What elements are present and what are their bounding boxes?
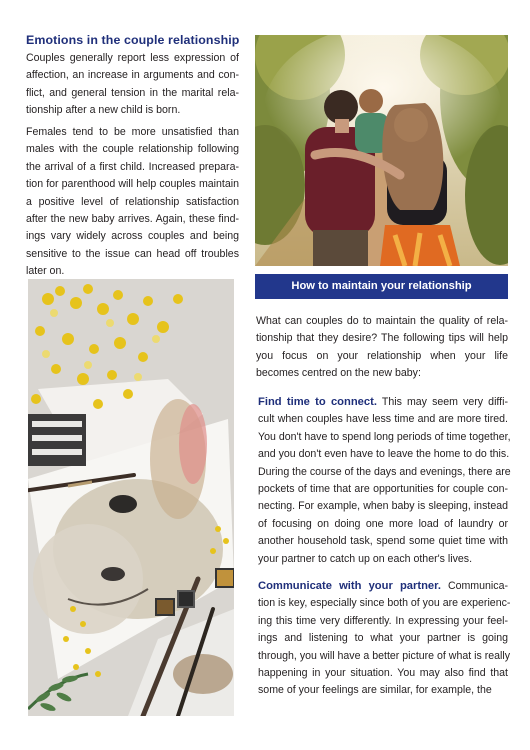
watercolor-painting-photo	[28, 279, 234, 716]
text-line: of focusing on doing one more load of laundry or	[258, 517, 508, 530]
text-line: and you don't even have to leave the home to do this.	[258, 448, 510, 461]
text-line: tionship after a new child is born.	[26, 104, 181, 117]
text-line: Couples generally report less expression of	[26, 52, 239, 64]
text-line: your partner to catch up on each other's lives.	[258, 552, 473, 565]
tip-text: This may seem very diffi-	[376, 396, 508, 408]
text-line: flict, and general tension in the marital rela-	[26, 86, 239, 99]
family-walking-photo	[255, 35, 508, 266]
text-line: you focus on your relationship when your life	[256, 349, 508, 362]
text-line: becomes centred on the new baby:	[256, 367, 421, 380]
text-line: another household task, spend some quiet time with	[258, 535, 508, 548]
text-line	[258, 394, 508, 411]
text-line: You don't have to spend long periods of time together,	[258, 430, 511, 443]
text-line: males with the couple relationship following	[26, 143, 239, 156]
tip-communicate	[258, 578, 511, 700]
paragraph-intro	[256, 313, 508, 383]
paragraph-satisfaction	[26, 124, 239, 281]
text-line: ings vary widely across couples and being	[26, 230, 239, 243]
text-line: pockets of time that are opportunities for couple con-	[258, 482, 508, 495]
text-line: a positive level of relationship satisfaction	[26, 195, 239, 208]
text-line: necting. For example, when baby is sleeping, instead	[258, 500, 508, 513]
text-line: later on.	[26, 265, 65, 278]
tip-lead: Communicate with your partner.	[258, 580, 441, 592]
text-line: tion is key, especially since both of you are experienc-	[258, 597, 511, 610]
text-line: the arrival of a first child. Increased prepara-	[26, 160, 239, 173]
text-line: through, you will have a better picture of what is really	[258, 649, 511, 662]
text-line: sensitive to the issue can head off troubles	[26, 247, 239, 260]
section-title-band: How to maintain your relationship	[255, 274, 508, 299]
text-line: some of your feelings are similar, for example, the	[258, 684, 492, 697]
text-line: cult when couples have less time and are more tired.	[258, 413, 508, 426]
section-heading: Emotions in the couple relationship	[26, 33, 240, 47]
text-line: after the new baby arrives. Again, these find-	[26, 212, 239, 225]
text-line: happening in your situation. You may also find that	[258, 666, 508, 679]
tip-text: Communica-	[440, 580, 508, 592]
text-line: ing this time very differently. In expressing your feel-	[258, 614, 508, 627]
text-line: Females tend to be more unsatisfied than	[26, 126, 239, 138]
text-line: ings and listening to what your partner is going	[258, 632, 508, 645]
paragraph-affection	[26, 50, 239, 120]
tip-find-time	[258, 394, 511, 568]
text-line: tion for parenthood will help couples maintain	[26, 178, 239, 191]
tip-lead: Find time to connect.	[258, 396, 377, 408]
text-line: affection, an increase in arguments and con-	[26, 69, 239, 82]
text-line: tionship that they desire? The following tips will help	[256, 332, 508, 345]
text-line: What can couples do to maintain the quality of rela-	[256, 315, 508, 327]
text-line	[258, 578, 508, 595]
text-line: During the course of the days and evenings, there are	[258, 465, 511, 478]
